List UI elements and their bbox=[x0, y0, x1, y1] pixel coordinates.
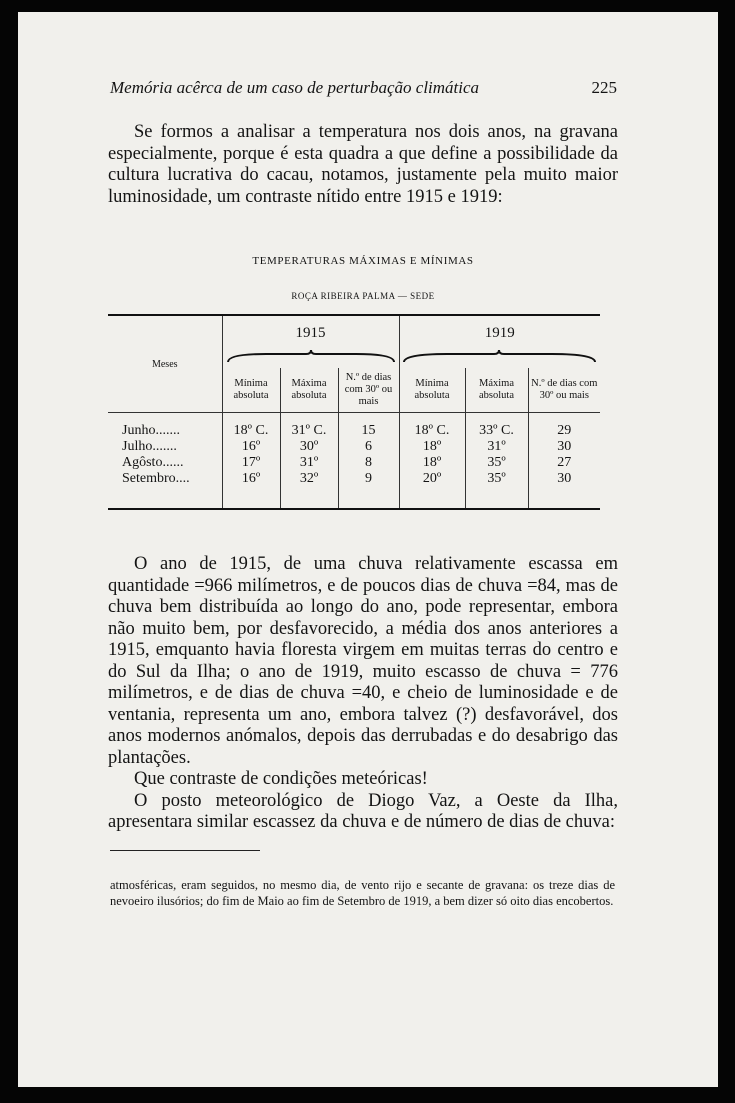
cell: 18º bbox=[399, 439, 465, 455]
table-row bbox=[108, 423, 600, 439]
cell: 20º bbox=[399, 471, 465, 487]
footnote-text: atmosféricas, eram seguidos, no mesmo dia, de vento rijo e secante de gravana: os treze dias de nevoeiro ilusórios; do fim de Maio ao fim de Setembro de 1919, a bem dizer só oito dias encobertos. bbox=[110, 878, 615, 908]
year-1919-header: 1919 bbox=[399, 315, 600, 350]
cell: 30 bbox=[528, 439, 600, 455]
month-cell: Agôsto...... bbox=[122, 455, 184, 470]
cell: 6 bbox=[338, 439, 399, 455]
cell: 8 bbox=[338, 455, 399, 471]
table-title: TEMPERATURAS MÁXIMAS E MÍNIMAS bbox=[252, 255, 474, 267]
cell: 27 bbox=[528, 455, 600, 471]
cell: 29 bbox=[528, 423, 600, 439]
page-number: 225 bbox=[591, 78, 617, 97]
cell: 15 bbox=[338, 423, 399, 439]
cell: 17º bbox=[222, 455, 280, 471]
temperature-table bbox=[108, 314, 600, 510]
cell: 31º bbox=[280, 455, 338, 471]
cell: 9 bbox=[338, 471, 399, 487]
meses-header: Meses bbox=[151, 358, 178, 370]
col-days-1915: N.º de dias com 30º ou mais bbox=[338, 368, 399, 413]
col-max-1915: Máxima absoluta bbox=[280, 368, 338, 413]
body-paragraph: O posto meteorológico de Diogo Vaz, a Oeste da Ilha, apresentara similar escassez da chuva e de número de dias de chuva: bbox=[108, 790, 618, 832]
table-subtitle: ROÇA RIBEIRA PALMA — SEDE bbox=[291, 291, 435, 301]
cell: 31º C. bbox=[280, 423, 338, 439]
cell: 35º bbox=[465, 471, 528, 487]
cell: 18º C. bbox=[222, 423, 280, 439]
cell: 31º bbox=[465, 439, 528, 455]
table-row bbox=[108, 455, 600, 471]
footnote-rule bbox=[110, 850, 260, 851]
book-page bbox=[18, 12, 718, 1087]
body-paragraph: O ano de 1915, de uma chuva relativamente escassa em quantidade =966 milímetros, e de poucos dias de chuva =84, mas de chuva bem distribuída ao longo do ano, pode representar, embora não muito bem, por desfavorecido, a média dos anos anteriores a 1915, emquanto havia floresta virgem em muitas terras do centro e do Sul da Ilha; o ano de 1919, muito escasso de chuva = 776 milímetros, e de dias de chuva =40, e cheio de luminosidade e de ventania, representa um ano, embora talvez (?) desfavorável, dos anos modernos anómalos, depois das derrubadas e do desabrigo das plantações. bbox=[108, 554, 618, 768]
intro-paragraph bbox=[108, 122, 618, 208]
year-1915-header: 1915 bbox=[222, 315, 399, 350]
cell: 16º bbox=[222, 471, 280, 487]
cell: 18º C. bbox=[399, 423, 465, 439]
month-cell: Julho....... bbox=[122, 439, 177, 454]
col-min-1915: Mínima absoluta bbox=[222, 368, 280, 413]
month-cell: Junho....... bbox=[122, 423, 180, 438]
cell: 30 bbox=[528, 471, 600, 487]
brace-1915 bbox=[222, 350, 399, 368]
month-cell: Setembro.... bbox=[122, 471, 190, 486]
brace-1919 bbox=[399, 350, 600, 368]
cell: 35º bbox=[465, 455, 528, 471]
body-text bbox=[108, 554, 618, 834]
intro-text: Se formos a analisar a temperatura nos dois anos, na gravana especialmente, porque é esta quadra a que define a possibilidade da cultura lucrativa do cacau, notamos, justamente pela muito maior luminosidade, um contraste nítido entre 1915 e 1919: bbox=[108, 122, 618, 207]
cell: 33º C. bbox=[465, 423, 528, 439]
table-row bbox=[108, 471, 600, 487]
col-min-1919: Mínima absoluta bbox=[399, 368, 465, 413]
cell: 16º bbox=[222, 439, 280, 455]
running-head bbox=[110, 78, 617, 102]
body-paragraph: Que contraste de condições meteóricas! bbox=[134, 769, 428, 789]
footnote bbox=[110, 878, 615, 909]
cell: 18º bbox=[399, 455, 465, 471]
running-head-title: Memória acêrca de um caso de perturbação climática bbox=[110, 78, 480, 97]
col-days-1919: N.º de dias com 30º ou mais bbox=[528, 368, 600, 413]
cell: 32º bbox=[280, 471, 338, 487]
table-row bbox=[108, 439, 600, 455]
col-max-1919: Máxima absoluta bbox=[465, 368, 528, 413]
cell: 30º bbox=[280, 439, 338, 455]
